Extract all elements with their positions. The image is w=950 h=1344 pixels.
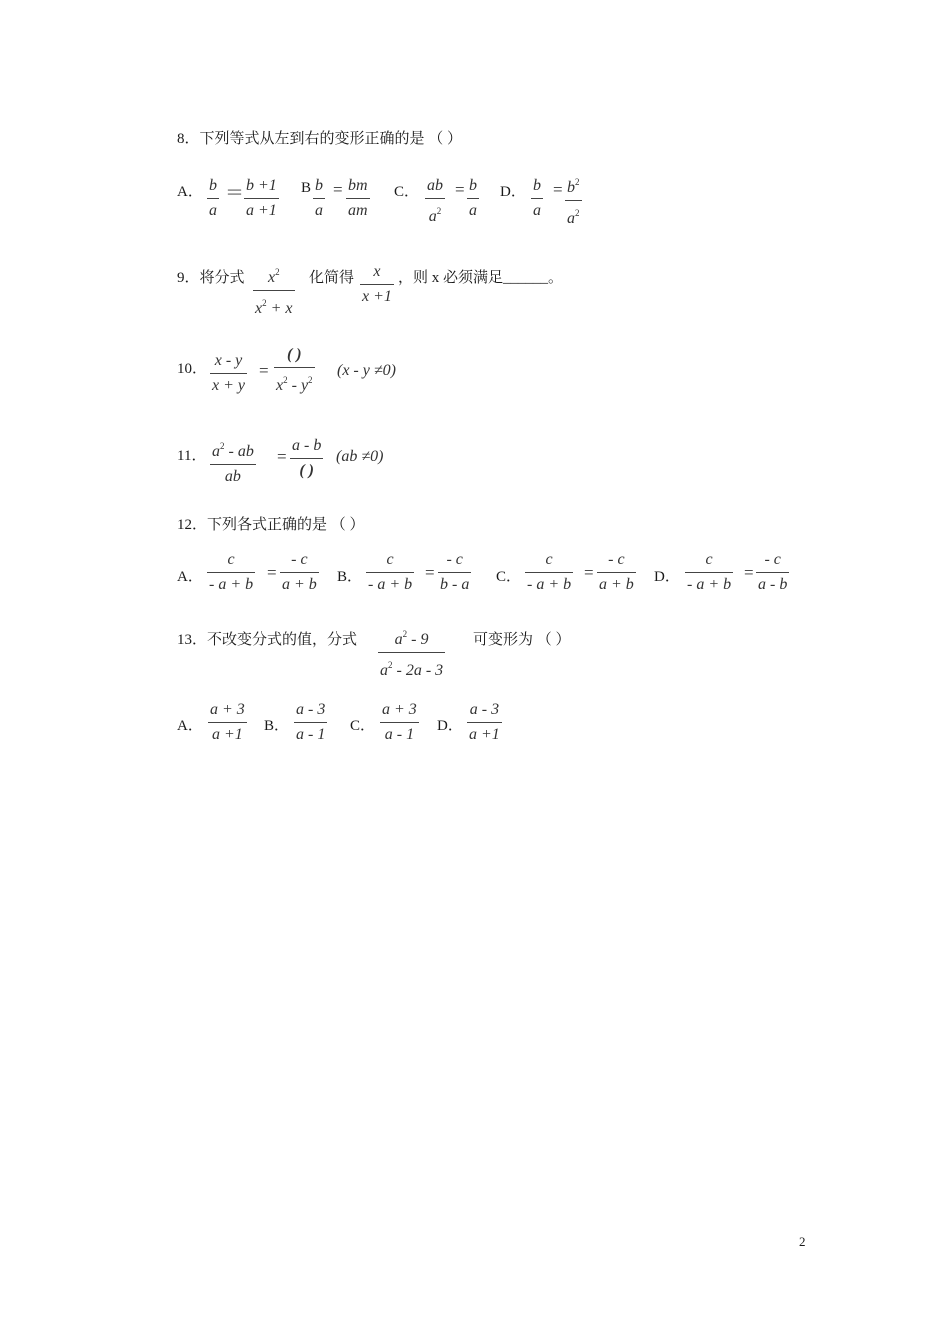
q8-a-left-fraction: b a: [209, 177, 217, 219]
q12-c-equals: =: [584, 563, 594, 582]
q12-option-d-label: D．: [654, 569, 680, 585]
q10-condition: (x - y ≠0): [337, 362, 396, 379]
q13-option-d-label: D．: [437, 718, 463, 734]
q11-left-fraction: $a^2$ - ab ab: [212, 441, 254, 485]
q13-option-c-label: C．: [350, 718, 376, 734]
q8-c-equals: =: [455, 180, 465, 199]
q13-b-fraction: a - 3 a - 1: [296, 701, 326, 743]
q12-stem: 12．下列各式正确的是 （ ）: [177, 517, 365, 533]
q11-right-fraction: a - b ( ): [292, 437, 322, 479]
q8-d-equals: =: [553, 180, 563, 199]
q12-a-right-fraction: - c a + b: [282, 551, 317, 593]
q12-b-left-fraction: c - a + b: [368, 551, 413, 593]
q13-d-fraction: a - 3 a +1: [469, 701, 500, 743]
q12-option-c-label: C．: [496, 569, 522, 585]
q10-label: 10．: [177, 361, 208, 377]
q12-option-a-label: A．: [177, 569, 203, 585]
q8-b-equals: =: [333, 180, 343, 199]
q8-c-right-fraction: b a: [469, 177, 477, 219]
q12-a-left-fraction: c - a + b: [209, 551, 254, 593]
q12-d-right-fraction: - c a - b: [758, 551, 788, 593]
q8-option-b-label: B: [301, 180, 312, 196]
q13-a-fraction: a + 3 a +1: [210, 701, 245, 743]
q8-b-right-fraction: bm am: [348, 177, 368, 219]
q8-b-left-fraction: b a: [315, 177, 323, 219]
q11-condition: (ab ≠0): [336, 448, 384, 465]
q11-label: 11．: [177, 448, 207, 464]
q12-c-right-fraction: - c a + b: [599, 551, 634, 593]
q12-c-left-fraction: c - a + b: [527, 551, 572, 593]
q10-right-fraction: ( ) $x^2 - y^2$: [276, 346, 313, 394]
q13-fraction: $a^2 - 9$ $a^2 - 2a - 3$: [380, 629, 444, 679]
q12-d-left-fraction: c - a + b: [687, 551, 732, 593]
q8-a-right-fraction: b +1 a +1: [246, 177, 277, 219]
q9-suffix: ，则 x 必须满足______。: [398, 270, 564, 286]
q8-d-left-fraction: b a: [533, 177, 541, 219]
q9-middle: 化简得: [309, 270, 355, 286]
q12-b-equals: =: [425, 563, 435, 582]
q8-option-d-label: D．: [500, 184, 526, 200]
page-number: 2: [799, 1234, 806, 1249]
q8-stem: 8．下列等式从左到右的变形正确的是 （ ）: [177, 131, 463, 147]
q8-c-left-fraction: ab $a^2$: [427, 177, 443, 225]
q10-equals: =: [259, 361, 269, 380]
q12-a-equals: =: [267, 563, 277, 582]
q8-a-equals: ＝: [225, 183, 245, 204]
q13-option-b-label: B．: [264, 718, 290, 734]
q13-suffix: 可变形为 （ ）: [473, 632, 571, 648]
q8-option-c-label: C．: [394, 184, 420, 200]
q13-prefix: 13．不改变分式的值，分式: [177, 632, 358, 648]
q13-c-fraction: a + 3 a - 1: [382, 701, 417, 743]
q8-option-a-label: A．: [177, 184, 203, 200]
q11-equals: =: [277, 447, 287, 466]
q9-fraction-2: x x +1: [362, 263, 392, 305]
q8-d-right-fraction: $b^2$ $a^2$: [567, 177, 580, 227]
q9-fraction-1: $x^2$ $x^2 + x$: [255, 267, 293, 317]
q12-d-equals: =: [744, 563, 754, 582]
q9-prefix: 9．将分式: [177, 270, 245, 286]
q12-b-right-fraction: - c b - a: [440, 551, 470, 593]
q13-option-a-label: A．: [177, 718, 203, 734]
q10-left-fraction: x - y x + y: [212, 352, 245, 394]
q12-option-b-label: B．: [337, 569, 363, 585]
